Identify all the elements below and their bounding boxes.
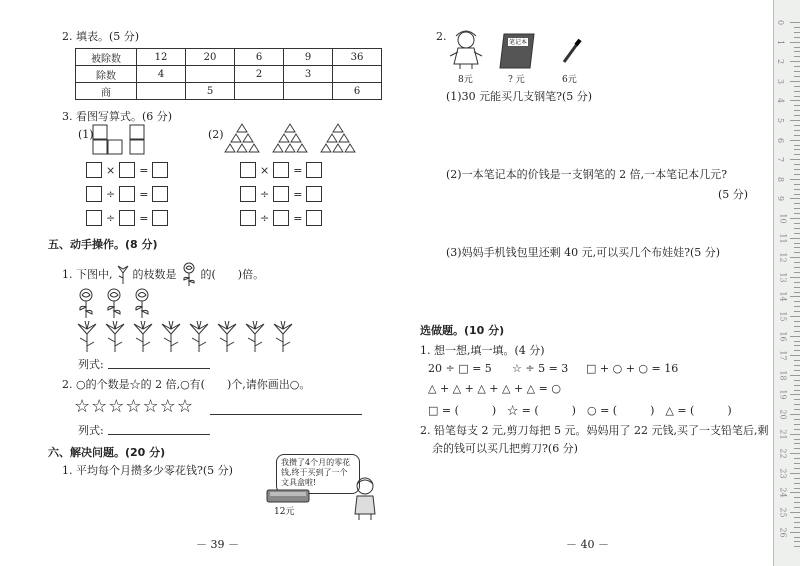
ruler-tick: [790, 512, 800, 513]
answer-box[interactable]: [273, 186, 289, 202]
ruler-number: 8: [776, 176, 786, 182]
answer-box[interactable]: [119, 162, 135, 178]
q5-1-pre: 1. 下图中,: [62, 268, 113, 281]
ruler-tick: [790, 198, 800, 199]
ruler-tick: [794, 507, 800, 508]
table-cell[interactable]: [284, 83, 333, 100]
ruler-number: 16: [778, 331, 788, 342]
ruler-tick: [794, 326, 800, 327]
ruler-tick: [794, 76, 800, 77]
answer-box[interactable]: [86, 186, 102, 202]
ruler-number: 12: [778, 252, 788, 263]
ruler-tick: [790, 120, 800, 121]
doll-price: 8元: [458, 75, 473, 85]
answer-box[interactable]: [119, 210, 135, 226]
row-head: 除数: [76, 66, 137, 83]
ruler-number: 13: [778, 272, 788, 283]
ruler-tick: [794, 497, 800, 498]
pen-price: 6元: [562, 75, 577, 85]
answer-line[interactable]: [108, 434, 210, 435]
elective-eq-1: 20 ÷ □ = 5: [428, 362, 492, 375]
ruler-tick: [794, 243, 800, 244]
answer-box[interactable]: [306, 186, 322, 202]
ruler-tick: [790, 296, 800, 297]
ruler-tick: [794, 32, 800, 33]
row-head: 被除数: [76, 49, 137, 66]
ruler-tick: [794, 208, 800, 209]
formula-label-1: 列式:: [78, 358, 104, 371]
equation-divide-1a: [86, 186, 168, 202]
answer-box[interactable]: [152, 210, 168, 226]
ruler-tick: [794, 463, 800, 464]
answer-box[interactable]: [86, 210, 102, 226]
equals-sign: =: [139, 187, 149, 201]
ruler-tick: [790, 336, 800, 337]
ruler-tick: [794, 96, 800, 97]
ruler-tick: [790, 355, 800, 356]
rose-icon: [179, 262, 199, 286]
ruler-tick: [794, 91, 800, 92]
ruler-tick: [794, 306, 800, 307]
formula-label-2: 列式:: [78, 424, 104, 437]
table-cell: 36: [333, 49, 382, 66]
section-6-title: 六、解决问题。(20 分): [48, 446, 166, 459]
squares-figure: [92, 124, 152, 158]
elective-q1-title: 1. 想一想,填一填。(4 分): [420, 344, 545, 357]
table-row: [76, 83, 382, 100]
ruler-tick: [794, 429, 800, 430]
side-ruler: [773, 0, 800, 566]
ruler-tick: [794, 56, 800, 57]
divide-sign: ÷: [106, 187, 116, 201]
elective-eq-3: □ + ○ + ○ = 16: [586, 362, 679, 375]
ruler-tick: [794, 488, 800, 489]
ruler-tick: [790, 140, 800, 141]
ruler-tick: [794, 517, 800, 518]
roses-row: [74, 288, 164, 318]
r-q2-label: 2.: [436, 30, 447, 43]
ruler-number: 5: [776, 117, 786, 124]
answer-box[interactable]: [86, 162, 102, 178]
ruler-tick: [794, 135, 800, 136]
elective-answers[interactable]: □ = ( ) ☆ = ( ) ○ = ( ) △ = ( ): [428, 404, 732, 417]
equals-sign: =: [293, 163, 303, 177]
ruler-number: 26: [778, 527, 788, 538]
ruler-tick: [794, 105, 800, 106]
ruler-tick: [790, 434, 800, 435]
table-cell: 3: [284, 66, 333, 83]
lilies-row: [74, 320, 304, 352]
ruler-tick: [790, 414, 800, 415]
ruler-tick: [790, 179, 800, 180]
ruler-tick: [794, 522, 800, 523]
equals-sign: =: [293, 187, 303, 201]
ruler-number: 23: [778, 468, 788, 479]
elective-title: 选做题。(10 分): [420, 324, 505, 337]
ruler-tick: [790, 375, 800, 376]
division-table: [75, 48, 382, 100]
elective-eq-4: △ + △ + △ + △ + △ = ○: [428, 382, 561, 395]
ruler-tick: [794, 341, 800, 342]
ruler-tick: [794, 115, 800, 116]
sub-question-1: (1)30 元能买几支钢笔?(5 分): [446, 90, 593, 103]
answer-box[interactable]: [119, 186, 135, 202]
answer-box[interactable]: [152, 162, 168, 178]
ruler-tick: [794, 169, 800, 170]
sub-question-2: (2)一本笔记本的价钱是一支钢笔的 2 倍,一本笔记本几元?: [446, 168, 727, 181]
ruler-tick: [794, 149, 800, 150]
ruler-tick: [790, 42, 800, 43]
ruler-tick: [794, 458, 800, 459]
ruler-tick: [794, 424, 800, 425]
doll-illustration: [446, 28, 486, 70]
divide-sign: ÷: [260, 211, 270, 225]
q3-title: 3. 看图写算式。(6 分): [62, 110, 173, 123]
ruler-tick: [790, 532, 800, 533]
ruler-tick: [794, 213, 800, 214]
ruler-tick: [794, 203, 800, 204]
ruler-number: 11: [778, 233, 788, 244]
table-cell: 5: [186, 83, 235, 100]
table-cell[interactable]: [137, 83, 186, 100]
ruler-number: 18: [778, 370, 788, 381]
ruler-number: 3: [776, 78, 786, 84]
ruler-tick: [794, 527, 800, 528]
ruler-tick: [794, 546, 800, 547]
ruler-tick: [794, 130, 800, 131]
sub-question-2-score: (5 分): [718, 188, 749, 201]
ruler-tick: [794, 370, 800, 371]
table-cell: 2: [235, 66, 284, 83]
boy-illustration: [350, 476, 380, 520]
elective-eq-2: ☆ ÷ 5 = 3: [512, 362, 569, 375]
ruler-tick: [794, 399, 800, 400]
ruler-tick: [794, 174, 800, 175]
ruler-tick: [790, 257, 800, 258]
ruler-number: 24: [778, 487, 788, 498]
ruler-tick: [790, 238, 800, 239]
ruler-number: 14: [778, 291, 788, 302]
ruler-tick: [794, 267, 800, 268]
table-cell[interactable]: [186, 66, 235, 83]
table-cell: 20: [186, 49, 235, 66]
ruler-tick: [794, 404, 800, 405]
answer-box[interactable]: [273, 210, 289, 226]
ruler-number: 9: [776, 196, 786, 202]
q3-label-2: (2): [208, 128, 224, 141]
ruler-tick: [794, 350, 800, 351]
ruler-tick: [794, 483, 800, 484]
pencil-box-price: 12元: [274, 507, 295, 517]
ruler-tick: [794, 164, 800, 165]
ruler-tick: [790, 100, 800, 101]
bubble-text: 我攒了4个月的零花钱,终于买到了一个文具盒啦!: [281, 458, 351, 487]
table-cell: 6: [333, 83, 382, 100]
answer-box[interactable]: [152, 186, 168, 202]
ruler-number: 19: [778, 389, 788, 400]
answer-box[interactable]: [306, 162, 322, 178]
answer-box[interactable]: [273, 162, 289, 178]
ruler-tick: [794, 390, 800, 391]
ruler-tick: [794, 541, 800, 542]
equation-divide-2a: [240, 186, 322, 202]
table-cell[interactable]: [333, 66, 382, 83]
ruler-tick: [794, 311, 800, 312]
ruler-tick: [794, 439, 800, 440]
table-row: [76, 66, 382, 83]
answer-line[interactable]: [108, 368, 210, 369]
q3-label-1: (1): [78, 128, 94, 141]
ruler-tick: [790, 81, 800, 82]
notebook-cover-text: 笔记本: [509, 39, 528, 46]
ruler-tick: [794, 37, 800, 38]
table-cell[interactable]: [235, 83, 284, 100]
equals-sign: =: [139, 211, 149, 225]
ruler-tick: [794, 419, 800, 420]
ruler-tick: [790, 277, 800, 278]
section-5-title: 五、动手操作。(8 分): [48, 238, 158, 251]
ruler-tick: [794, 189, 800, 190]
ruler-number: 2: [776, 59, 786, 65]
table-cell: 4: [137, 66, 186, 83]
ruler-tick: [790, 453, 800, 454]
sub-question-3: (3)妈妈手机钱包里还剩 40 元,可以买几个布娃娃?(5 分): [446, 246, 721, 259]
equation-multiply-1: [86, 162, 168, 178]
ruler-tick: [794, 537, 800, 538]
ruler-tick: [794, 360, 800, 361]
ruler-tick: [794, 380, 800, 381]
ruler-number: 4: [776, 98, 786, 104]
ruler-tick: [794, 468, 800, 469]
equals-sign: =: [139, 163, 149, 177]
ruler-tick: [790, 492, 800, 493]
ruler-tick: [794, 47, 800, 48]
table-cell: 6: [235, 49, 284, 66]
ruler-tick: [794, 194, 800, 195]
ruler-tick: [794, 71, 800, 72]
q2-title: 2. 填表。(5 分): [62, 30, 140, 43]
ruler-tick: [794, 345, 800, 346]
q5-2-question: 2. ○的个数是☆的 2 倍,○有( )个,请你画出○。: [62, 378, 311, 391]
elective-q2-line1: 2. 铅笔每支 2 元,剪刀每把 5 元。妈妈用了 22 元钱,买了一支铅笔后,剩: [420, 424, 769, 437]
ruler-tick: [794, 233, 800, 234]
answer-box[interactable]: [306, 210, 322, 226]
ruler-tick: [794, 287, 800, 288]
row-head: 商: [76, 83, 137, 100]
drawing-line[interactable]: [210, 414, 362, 415]
divide-sign: ÷: [260, 187, 270, 201]
answer-box[interactable]: [240, 162, 256, 178]
table-cell: 12: [137, 49, 186, 66]
ruler-number: 22: [778, 448, 788, 459]
answer-box[interactable]: [240, 210, 256, 226]
ruler-tick: [794, 223, 800, 224]
ruler-tick: [790, 394, 800, 395]
stars-row: ☆☆☆☆☆☆☆: [74, 396, 194, 417]
ruler-number: 20: [778, 409, 788, 420]
ruler-tick: [790, 316, 800, 317]
ruler-tick: [794, 262, 800, 263]
equation-divide-2b: [240, 210, 322, 226]
lily-icon: [115, 264, 131, 284]
ruler-tick: [794, 86, 800, 87]
ruler-tick: [790, 22, 800, 23]
ruler-tick: [794, 301, 800, 302]
ruler-tick: [790, 159, 800, 160]
ruler-tick: [794, 272, 800, 273]
ruler-tick: [794, 247, 800, 248]
ruler-tick: [794, 51, 800, 52]
q6-1-question: 1. 平均每个月攒多少零花钱?(5 分): [62, 464, 233, 477]
ruler-tick: [794, 154, 800, 155]
ruler-tick: [794, 125, 800, 126]
ruler-tick: [794, 321, 800, 322]
ruler-tick: [794, 365, 800, 366]
table-cell: 9: [284, 49, 333, 66]
pencil-box-illustration: [266, 488, 310, 504]
equals-sign: =: [293, 211, 303, 225]
table-row: [76, 49, 382, 66]
ruler-tick: [790, 218, 800, 219]
ruler-tick: [794, 331, 800, 332]
ruler-tick: [794, 502, 800, 503]
q5-1-post: 的( )倍。: [200, 268, 265, 281]
ruler-tick: [794, 409, 800, 410]
ruler-number: 6: [776, 137, 786, 143]
ruler-number: 25: [778, 507, 788, 518]
ruler-number: 1: [776, 39, 786, 45]
ruler-tick: [794, 66, 800, 67]
triangles-figure: [222, 122, 372, 158]
answer-box[interactable]: [240, 186, 256, 202]
ruler-tick: [794, 110, 800, 111]
ruler-tick: [794, 252, 800, 253]
ruler-tick: [794, 443, 800, 444]
page-number-40: － 40 －: [566, 538, 609, 551]
pen-illustration: [560, 36, 584, 64]
ruler-tick: [794, 228, 800, 229]
ruler-tick: [794, 145, 800, 146]
ruler-tick: [794, 27, 800, 28]
ruler-number: 7: [776, 157, 786, 163]
ruler-number: 17: [778, 350, 788, 361]
ruler-tick: [794, 478, 800, 479]
ruler-number: 0: [776, 19, 786, 26]
equation-divide-1b: [86, 210, 168, 226]
q5-1-mid: 的枝数是: [132, 268, 177, 281]
q5-1-question: [62, 262, 264, 286]
divide-sign: ÷: [106, 211, 116, 225]
ruler-tick: [794, 385, 800, 386]
ruler-tick: [790, 473, 800, 474]
ruler-number: 15: [778, 311, 788, 322]
notebook-price: ? 元: [508, 75, 525, 85]
equation-multiply-2: [240, 162, 322, 178]
ruler-tick: [794, 184, 800, 185]
ruler-number: 10: [778, 213, 788, 224]
page-number-39: － 39 －: [196, 538, 239, 551]
ruler-tick: [794, 448, 800, 449]
ruler-number: 21: [778, 429, 788, 440]
ruler-tick: [794, 292, 800, 293]
elective-q2-line2: 余的钱可以买几把剪刀?(6 分): [432, 442, 578, 455]
times-sign: ×: [260, 163, 270, 177]
ruler-tick: [794, 282, 800, 283]
ruler-tick: [790, 61, 800, 62]
times-sign: ×: [106, 163, 116, 177]
